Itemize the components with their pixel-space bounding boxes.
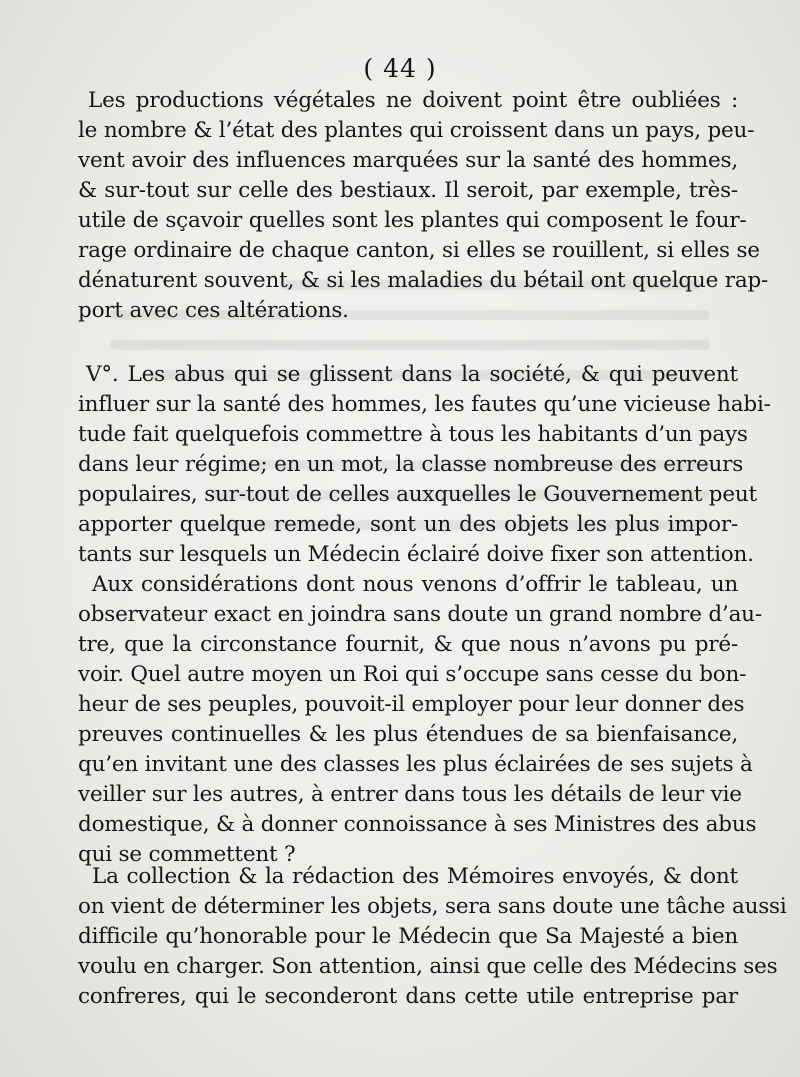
text-line: voulu en charger. Son attention, ainsi que celle des Médecins ses: [78, 954, 778, 979]
text-line: La collection & la rédaction des Mémoires envoyés, & dont: [92, 864, 738, 889]
text-line: populaires, sur-tout de celles auxquelles le Gouvernement peut: [78, 482, 757, 507]
text-line: observateur exact en joindra sans doute un grand nombre d’au-: [78, 602, 762, 627]
text-line: veiller sur les autres, à entrer dans tous les détails de leur vie: [78, 782, 742, 807]
text-line: qui se commettent ?: [78, 842, 296, 867]
text-line: influer sur la santé des hommes, les fautes qu’une vicieuse habi-: [78, 392, 771, 417]
text-line: le nombre & l’état des plantes qui croissent dans un pays, peu-: [78, 118, 755, 143]
text-line: tude fait quelquefois commettre à tous les habitants d’un pays: [78, 422, 748, 447]
text-line: Les productions végétales ne doivent point être oubliées :: [88, 88, 738, 113]
text-line: preuves continuelles & les plus étendues de sa bienfaisance,: [78, 722, 738, 747]
text-line: qu’en invitant une des classes les plus éclairées de ses sujets à: [78, 752, 753, 777]
text-line: rage ordinaire de chaque canton, si elles se rouillent, si elles se: [78, 238, 760, 263]
text-line: & sur-tout sur celle des bestiaux. Il seroit, par exemple, très-: [78, 178, 738, 203]
text-line: vent avoir des influences marquées sur la santé des hommes,: [78, 148, 738, 173]
text-line: utile de sçavoir quelles sont les plantes qui composent le four-: [78, 208, 747, 233]
text-line: apporter quelque remede, sont un des objets les plus impor-: [78, 512, 738, 537]
page-number: ( 44 ): [363, 54, 437, 83]
text-line: tre, que la circonstance fournit, & que nous n’avons pu pré-: [78, 632, 738, 657]
text-line: confreres, qui le seconderont dans cette utile entreprise par: [78, 984, 738, 1009]
text-line: Aux considérations dont nous venons d’offrir le tableau, un: [92, 572, 738, 597]
text-line: domestique, & à donner connoissance à ses Ministres des abus: [78, 812, 757, 837]
text-line: tants sur lesquels un Médecin éclairé doive fixer son attention.: [78, 542, 754, 567]
text-line: voir. Quel autre moyen un Roi qui s’occupe sans cesse du bon-: [78, 662, 747, 687]
text-line: heur de ses peuples, pouvoit-il employer pour leur donner des: [78, 692, 745, 717]
text-line: on vient de déterminer les objets, sera sans doute une tâche aussi: [78, 894, 787, 919]
text-line: difficile qu’honorable pour le Médecin que Sa Majesté a bien: [78, 924, 738, 949]
text-line: dans leur régime; en un mot, la classe nombreuse des erreurs: [78, 452, 744, 477]
text-line: port avec ces altérations.: [78, 298, 349, 323]
text-line: V°. Les abus qui se glissent dans la société, & qui peuvent: [86, 362, 738, 387]
text-line: dénaturent souvent, & si les maladies du bétail ont quelque rap-: [78, 268, 769, 293]
